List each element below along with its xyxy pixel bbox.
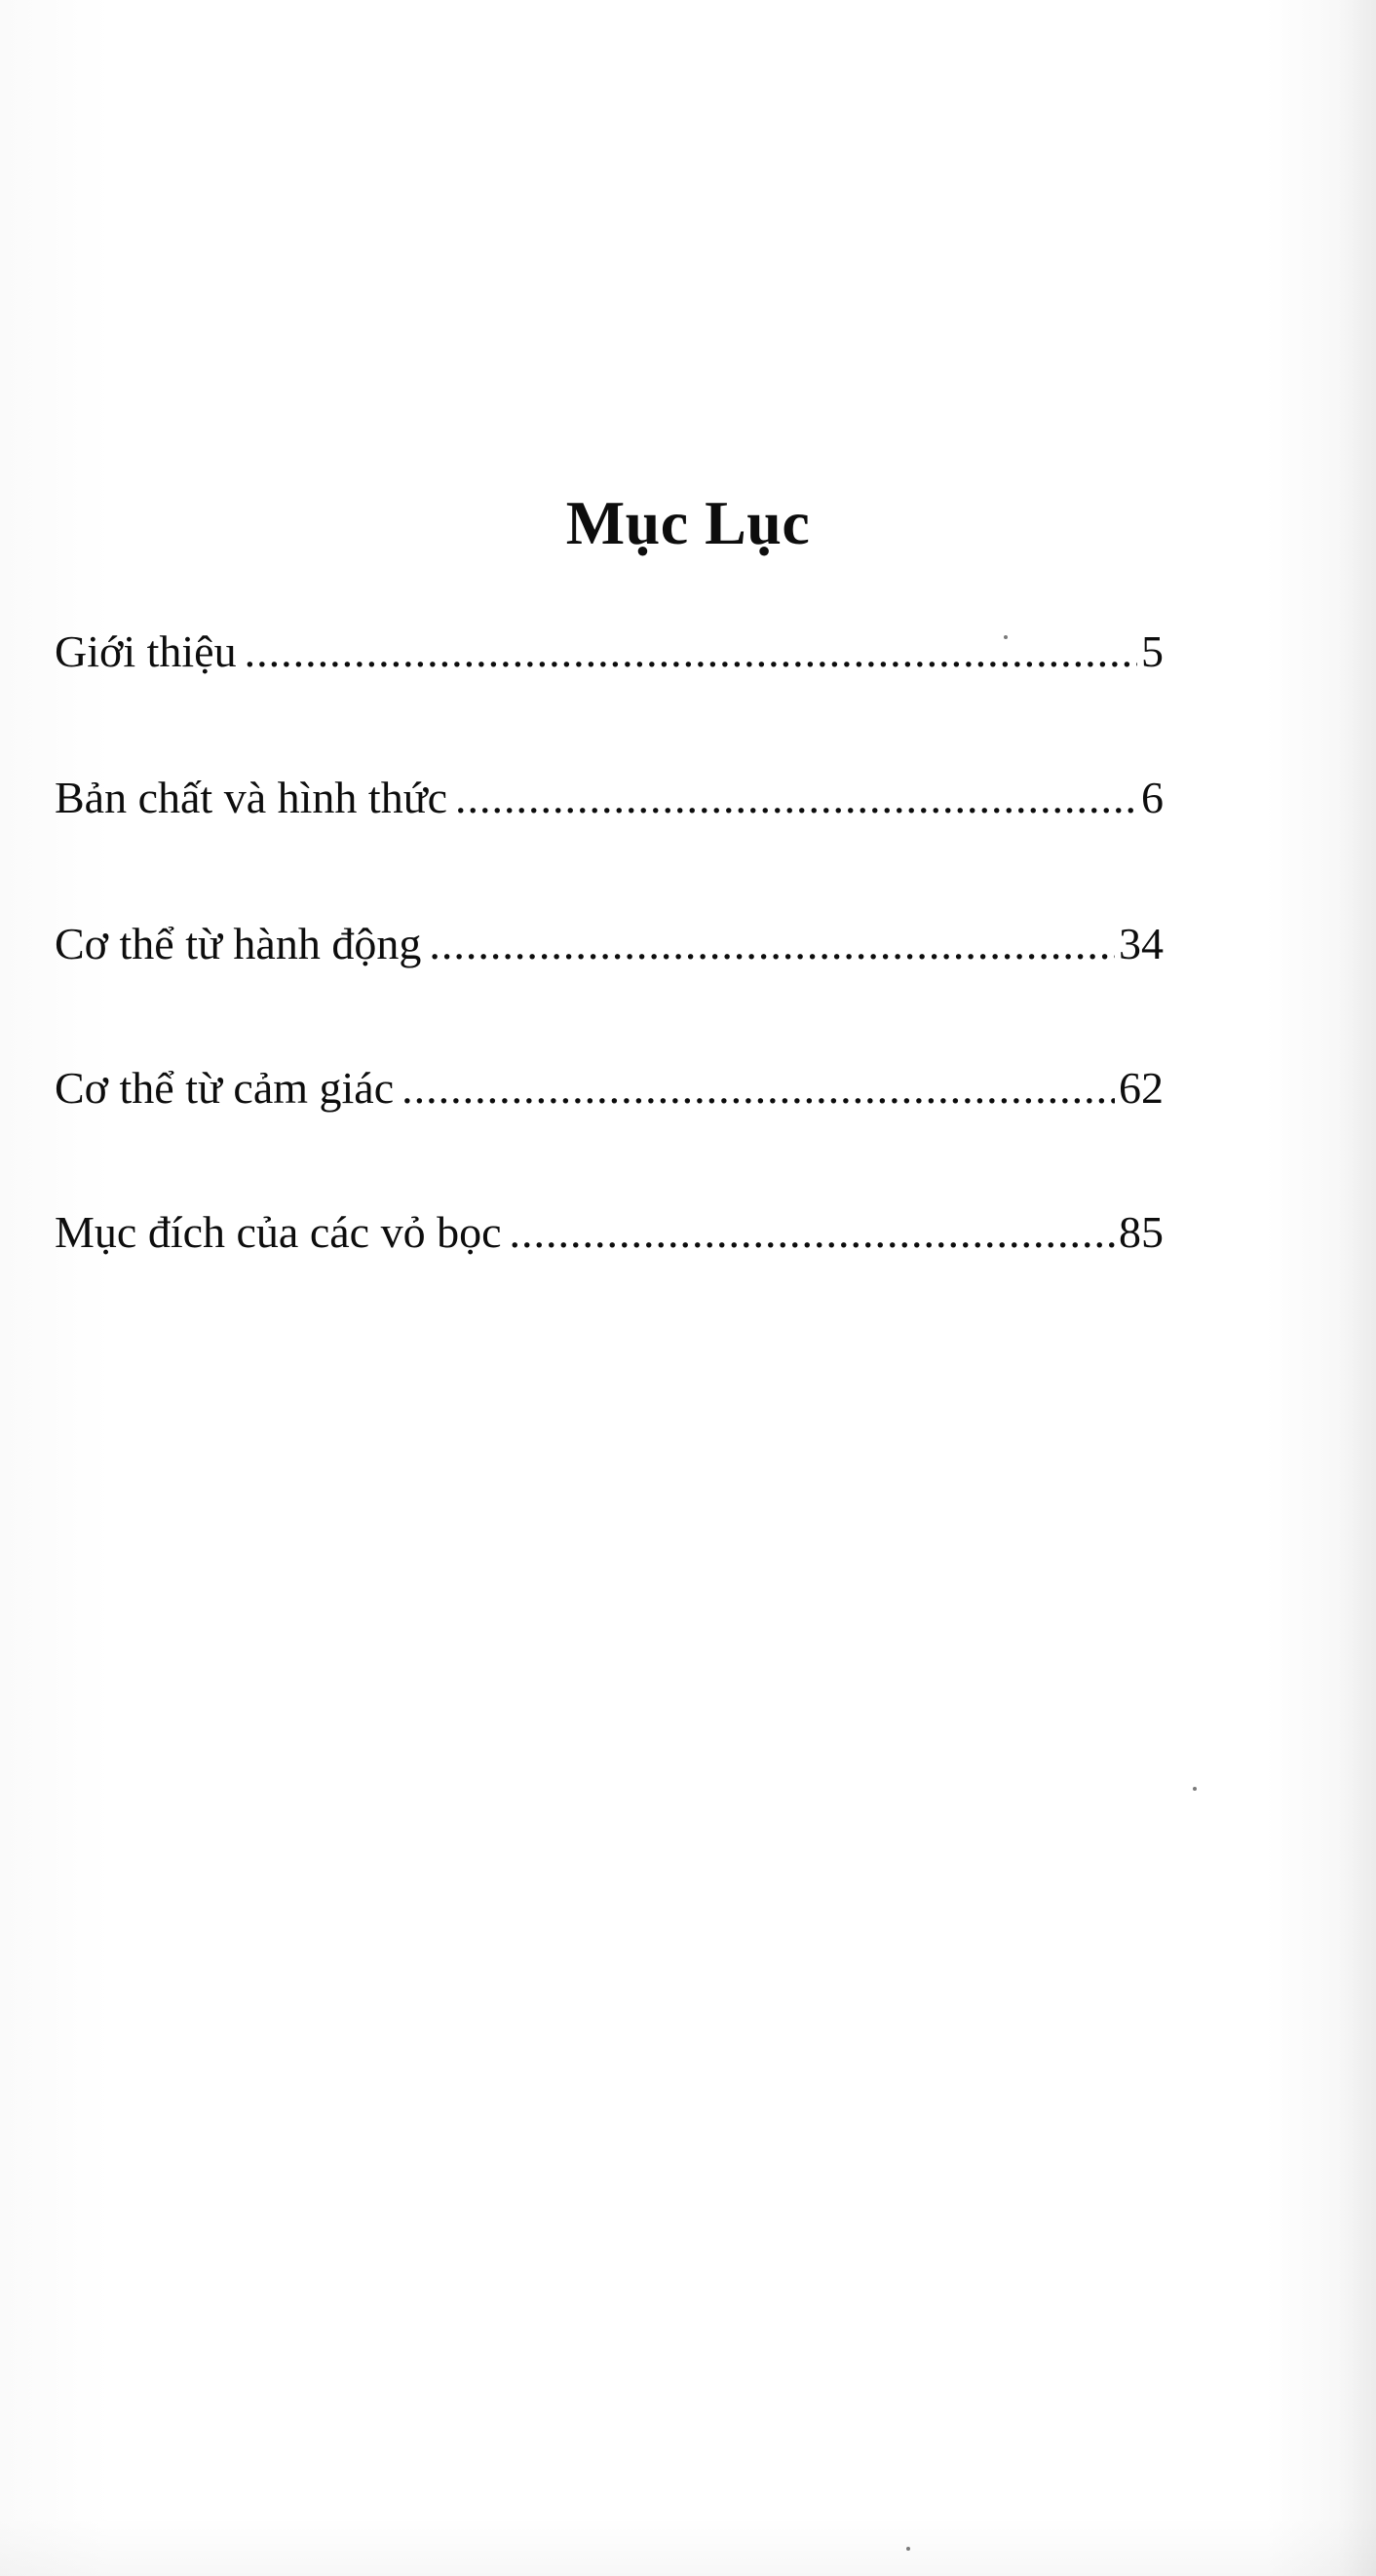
toc-dot-leader [429,922,1115,966]
toc-entry-label: Cơ thể từ hành động [55,919,422,968]
toc-page-number: 5 [1141,626,1164,676]
page-bottom-shadow [0,2518,1376,2576]
toc-entry-gioi-thieu [55,612,1164,674]
toc-entry-label: Giới thiệu [55,626,237,676]
toc-entry-label: Cơ thể từ cảm giác [55,1063,395,1113]
paper-speck [1004,635,1008,639]
toc-entry-label: Mục đích của các vỏ bọc [55,1207,502,1257]
toc-page-number: 62 [1119,1063,1164,1113]
toc-page-number: 6 [1141,773,1164,822]
page-title: Mục Lục [565,487,811,557]
toc-entry-ban-chat [55,758,1164,820]
page-edge-shadow [1337,0,1376,2576]
toc-entry-co-the-cam-giac [55,1048,1164,1111]
toc-entry-co-the-hanh-dong [55,904,1164,966]
toc-dot-leader [401,1066,1115,1111]
toc-dot-leader [455,776,1137,820]
toc-entry-muc-dich [55,1193,1164,1255]
toc-page-number: 34 [1119,919,1164,968]
toc-dot-leader [510,1210,1115,1255]
toc-entry-label: Bản chất và hình thức [55,773,448,822]
paper-speck [1193,1787,1197,1791]
paper-speck [906,2547,910,2551]
toc-page-number: 85 [1119,1207,1164,1257]
